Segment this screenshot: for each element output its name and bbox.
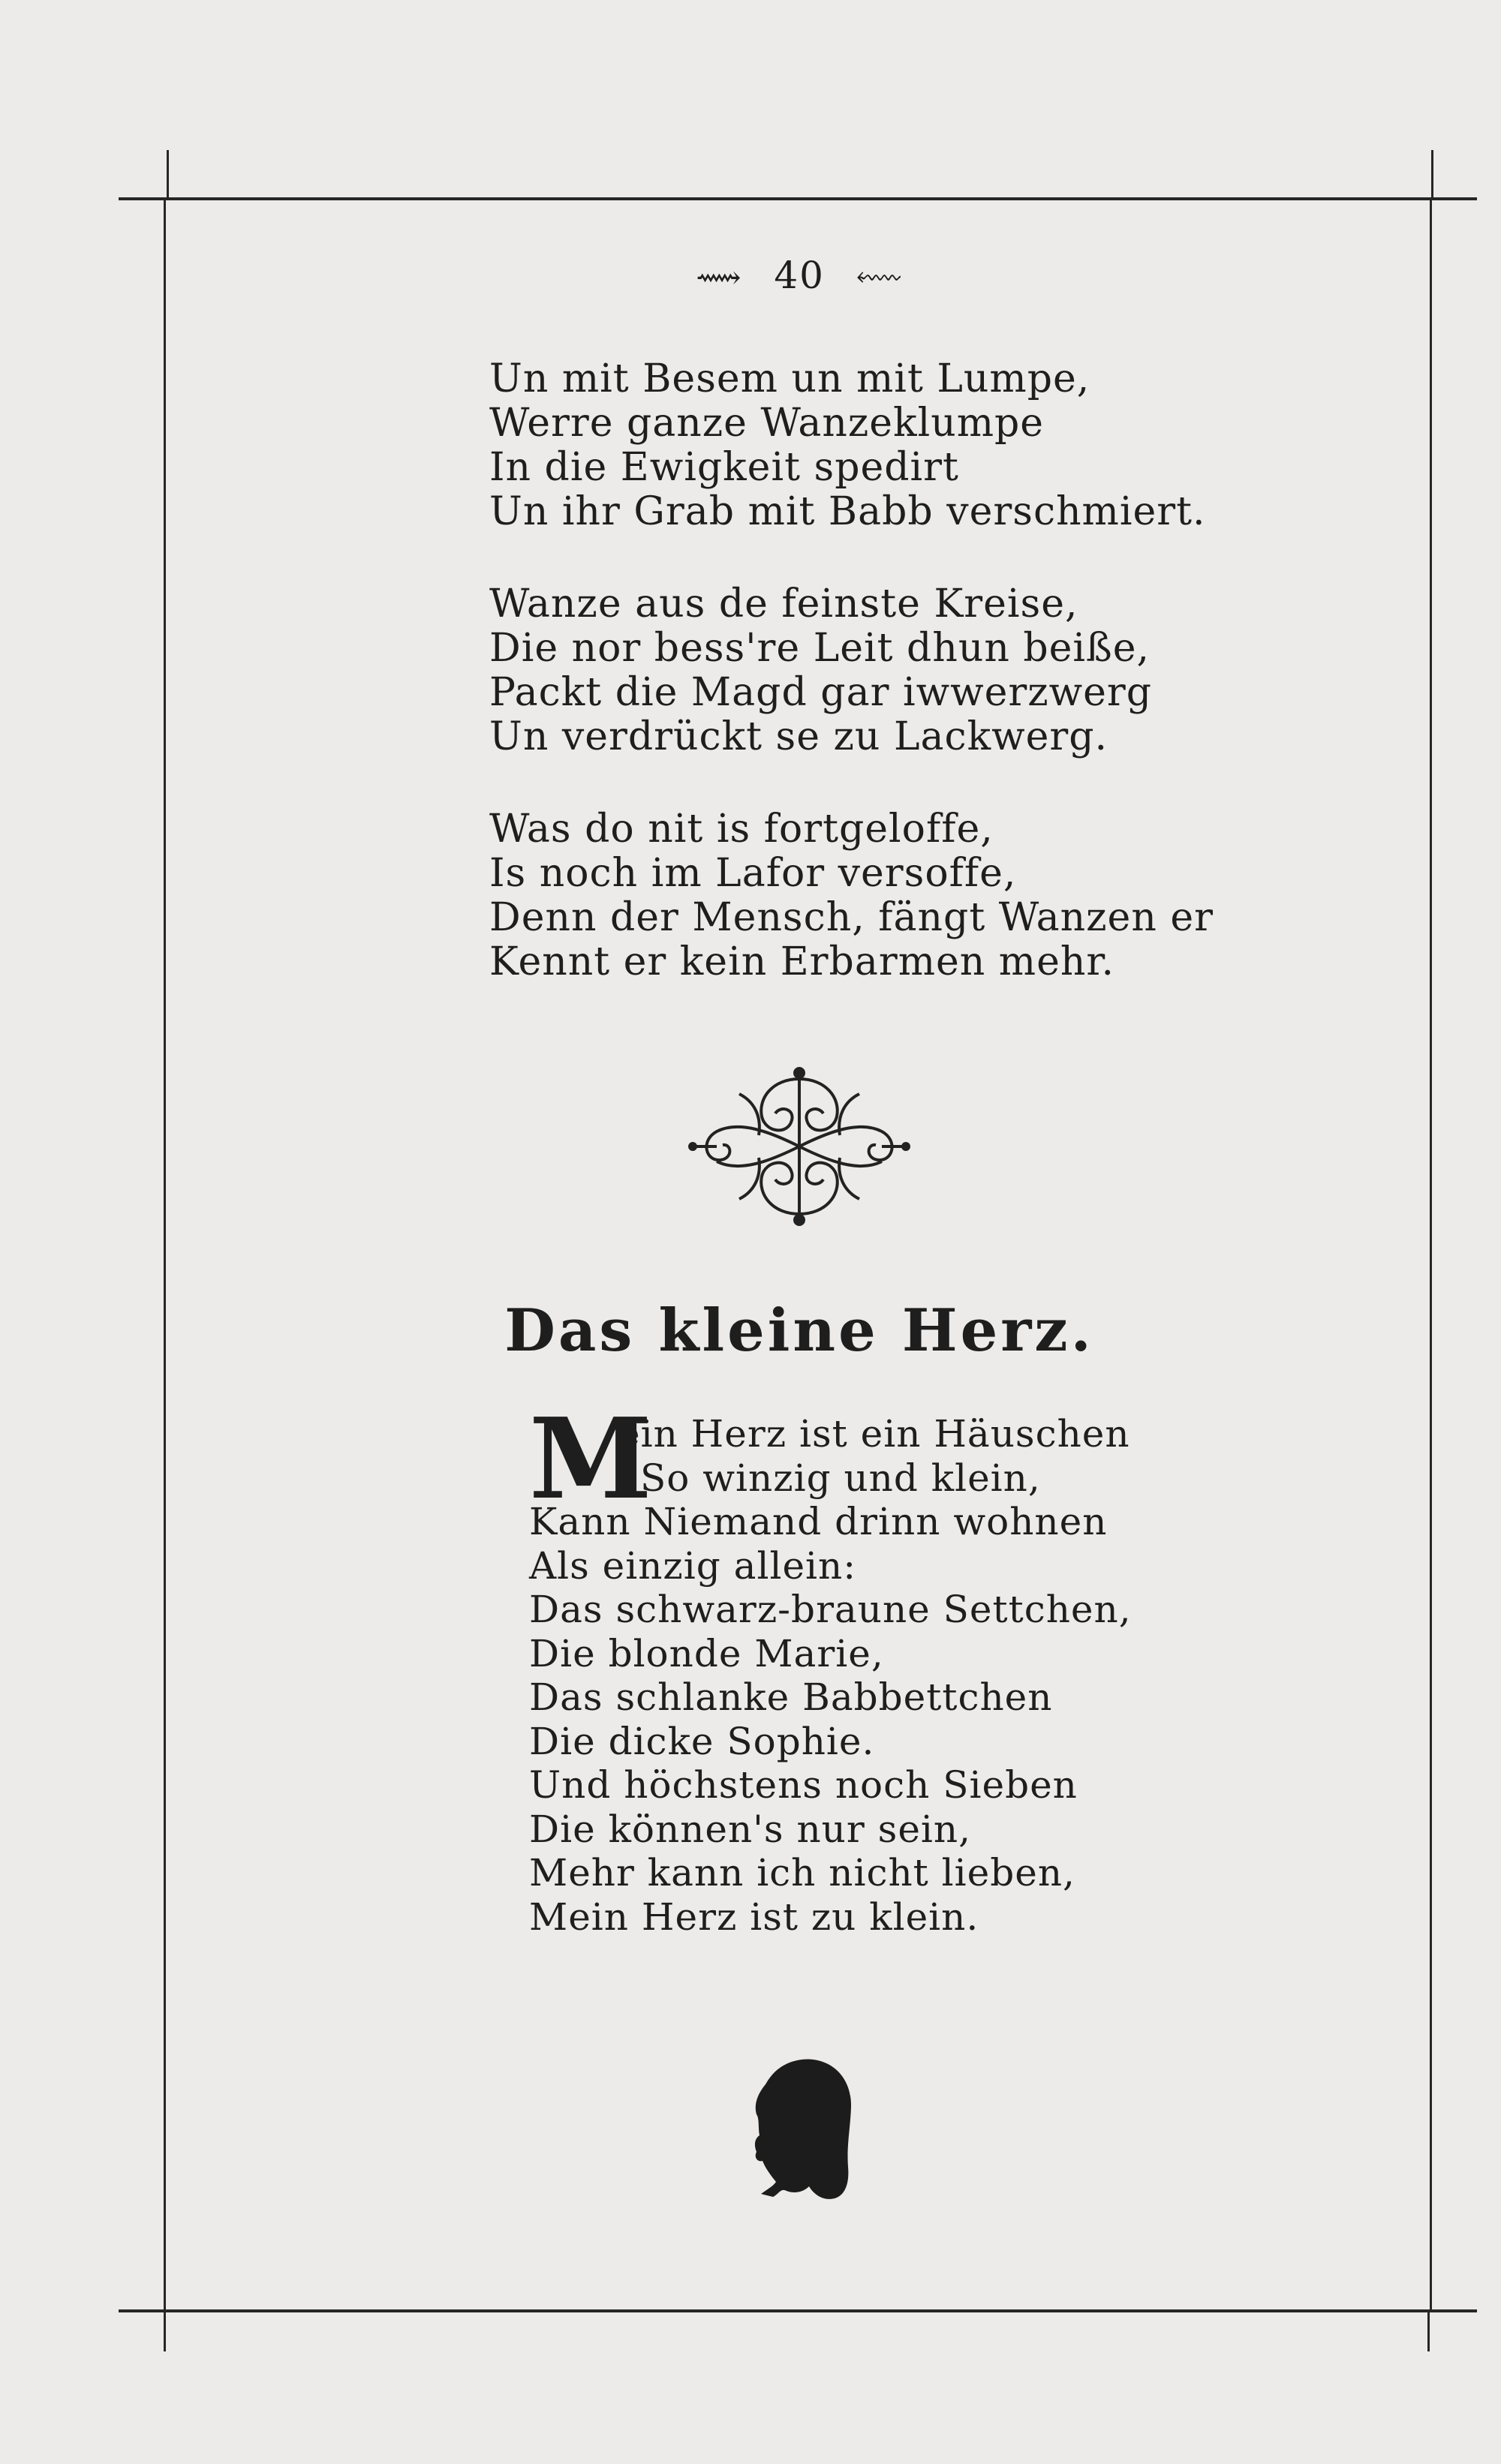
- verse-line: Als einzig allein:: [529, 1543, 857, 1588]
- ornament-left-icon: ⟿: [696, 259, 743, 296]
- verse-line: Das schwarz-braune Settchen,: [529, 1588, 1132, 1631]
- verse-line: Wanze aus de feinste Kreise,: [489, 581, 1078, 627]
- silhouette-portrait-icon: [750, 2054, 856, 2207]
- verse-line: ein Herz ist ein Häuschen: [618, 1412, 1130, 1456]
- verse-line: So winzig und klein,: [640, 1456, 1041, 1500]
- verse-line: Mehr kann ich nicht lieben,: [529, 1851, 1075, 1895]
- stanza-1: [489, 357, 1206, 534]
- verse-line: Werre ganze Wanzeklumpe: [489, 401, 1045, 446]
- right-bottom-tick: [1427, 2312, 1430, 2351]
- top-rule: [119, 197, 1477, 200]
- right-top-tick: [1431, 150, 1433, 197]
- verse-line: Mein Herz ist zu klein.: [529, 1895, 979, 1939]
- verse-line: Packt die Magd gar iwwerzwerg: [489, 670, 1153, 715]
- verse-line: Is noch im Lafor versoffe,: [489, 851, 1017, 896]
- poem-2: [529, 1393, 1132, 1939]
- left-border: [164, 197, 166, 2312]
- stanza-2: [489, 582, 1152, 759]
- verse-line: Kann Niemand drinn wohnen: [529, 1500, 1108, 1543]
- drop-cap: M: [529, 1393, 652, 1524]
- verse-line: Kennt er kein Erbarmen mehr.: [489, 939, 1115, 984]
- verse-line: Die dicke Sophie.: [529, 1719, 875, 1763]
- verse-line: Denn der Mensch, fängt Wanzen er: [489, 895, 1214, 940]
- verse-line: Das schlanke Babbettchen: [529, 1675, 1053, 1719]
- verse-line: Die nor bess're Leit dhun beiße,: [489, 626, 1151, 671]
- page-number: 40: [774, 254, 825, 297]
- verse-line: Un verdrückt se zu Lackwerg.: [489, 714, 1108, 759]
- verse-line: Die können's nur sein,: [529, 1807, 971, 1851]
- page-number-header: [0, 254, 1501, 297]
- decorative-vignette-icon: [687, 1064, 912, 1232]
- right-border: [1430, 197, 1432, 2312]
- verse-line: Und höchstens noch Sieben: [529, 1763, 1078, 1807]
- ornament-right-icon: ⬳: [856, 259, 903, 296]
- verse-line: Die blonde Marie,: [529, 1631, 884, 1675]
- verse-line: Un ihr Grab mit Babb verschmiert.: [489, 489, 1206, 534]
- poem-title: Das kleine Herz.: [504, 1297, 1094, 1365]
- left-top-tick: [167, 150, 169, 197]
- verse-line: Un mit Besem un mit Lumpe,: [489, 356, 1090, 401]
- stanza-3: [489, 807, 1214, 984]
- bottom-rule: [119, 2309, 1477, 2312]
- verse-line: In die Ewigkeit spedirt: [489, 445, 959, 490]
- left-bottom-tick: [164, 2312, 166, 2351]
- verse-line: Was do nit is fortgeloffe,: [489, 807, 994, 852]
